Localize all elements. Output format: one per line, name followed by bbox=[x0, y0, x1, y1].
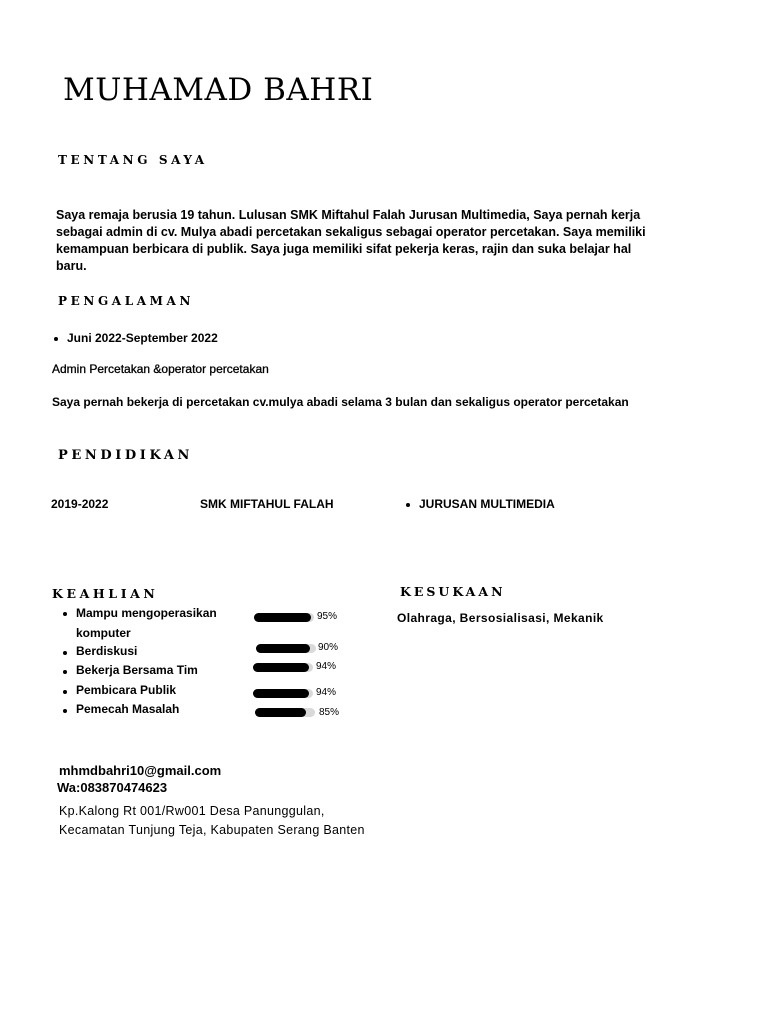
skill-label: Berdiskusi bbox=[76, 644, 138, 658]
skill-label: Mampu mengoperasikan komputer bbox=[76, 606, 217, 640]
skill-bar-fill bbox=[255, 708, 306, 717]
address-line-1: Kp.Kalong Rt 001/Rw001 Desa Panunggulan, bbox=[59, 804, 325, 818]
skill-bar-fill bbox=[256, 644, 310, 653]
skills-heading: KEAHLIAN bbox=[52, 586, 159, 601]
skill-percent: 90% bbox=[318, 642, 339, 653]
skill-label: Pembicara Publik bbox=[76, 683, 177, 697]
bullet-icon bbox=[63, 651, 67, 655]
education-years: 2019-2022 bbox=[51, 497, 109, 511]
skill-percent: 94% bbox=[316, 661, 337, 672]
contact-email: mhmdbahri10@gmail.com bbox=[59, 763, 222, 778]
skill-percent: 85% bbox=[319, 707, 340, 718]
experience-description: Saya pernah bekerja di percetakan cv.mulya abadi selama 3 bulan dan sekaligus operator percetakan bbox=[52, 395, 629, 409]
bullet-icon bbox=[63, 612, 67, 616]
skill-bar-fill bbox=[254, 613, 311, 622]
skill-bar-fill bbox=[253, 689, 309, 698]
bullet-icon bbox=[63, 670, 67, 674]
skill-label: Pemecah Masalah bbox=[76, 702, 180, 716]
skill-percent: 94% bbox=[316, 687, 337, 698]
skill-bar bbox=[255, 708, 315, 717]
address-line-2: Kecamatan Tunjung Teja, Kabupaten Serang Banten bbox=[59, 823, 365, 837]
contact-phone: Wa:083870474623 bbox=[57, 780, 168, 795]
skill-percent: 95% bbox=[317, 611, 338, 622]
skill-bar-fill bbox=[253, 663, 309, 672]
hobbies-heading: KESUKAAN bbox=[400, 584, 506, 599]
bullet-icon bbox=[406, 503, 410, 507]
education-school: SMK MIFTAHUL FALAH bbox=[200, 497, 334, 511]
skill-bar bbox=[256, 644, 316, 653]
experience-role: Admin Percetakan &operator percetakan bbox=[52, 362, 269, 376]
bullet-icon bbox=[63, 709, 67, 713]
skill-bar bbox=[253, 689, 313, 698]
hobbies-text: Olahraga, Bersosialisasi, Mekanik bbox=[397, 611, 604, 625]
skill-bar bbox=[253, 663, 313, 672]
education-major: JURUSAN MULTIMEDIA bbox=[419, 497, 555, 511]
bullet-icon bbox=[54, 337, 58, 341]
skill-label: Bekerja Bersama Tim bbox=[76, 663, 198, 677]
skill-bar bbox=[254, 613, 314, 622]
about-heading: TENTANG SAYA bbox=[58, 153, 208, 167]
about-text: Saya remaja berusia 19 tahun. Lulusan SMK Miftahul Falah Jurusan Multimedia, Saya pernah kerja sebagai admin di cv. Mulya abadi percetakan sekaligus sebagai operator percetakan. Saya memiliki kemampuan berbicara di publik. Saya juga memiliki sifat pekerja keras, rajin dan suka belajar hal baru. bbox=[56, 208, 646, 273]
education-heading: PENDIDIKAN bbox=[58, 448, 194, 463]
resume-name: MUHAMAD BAHRI bbox=[63, 72, 374, 108]
bullet-icon bbox=[63, 690, 67, 694]
contact-address bbox=[59, 802, 365, 840]
experience-heading: PENGALAMAN bbox=[58, 294, 195, 308]
experience-period: Juni 2022-September 2022 bbox=[67, 331, 218, 345]
